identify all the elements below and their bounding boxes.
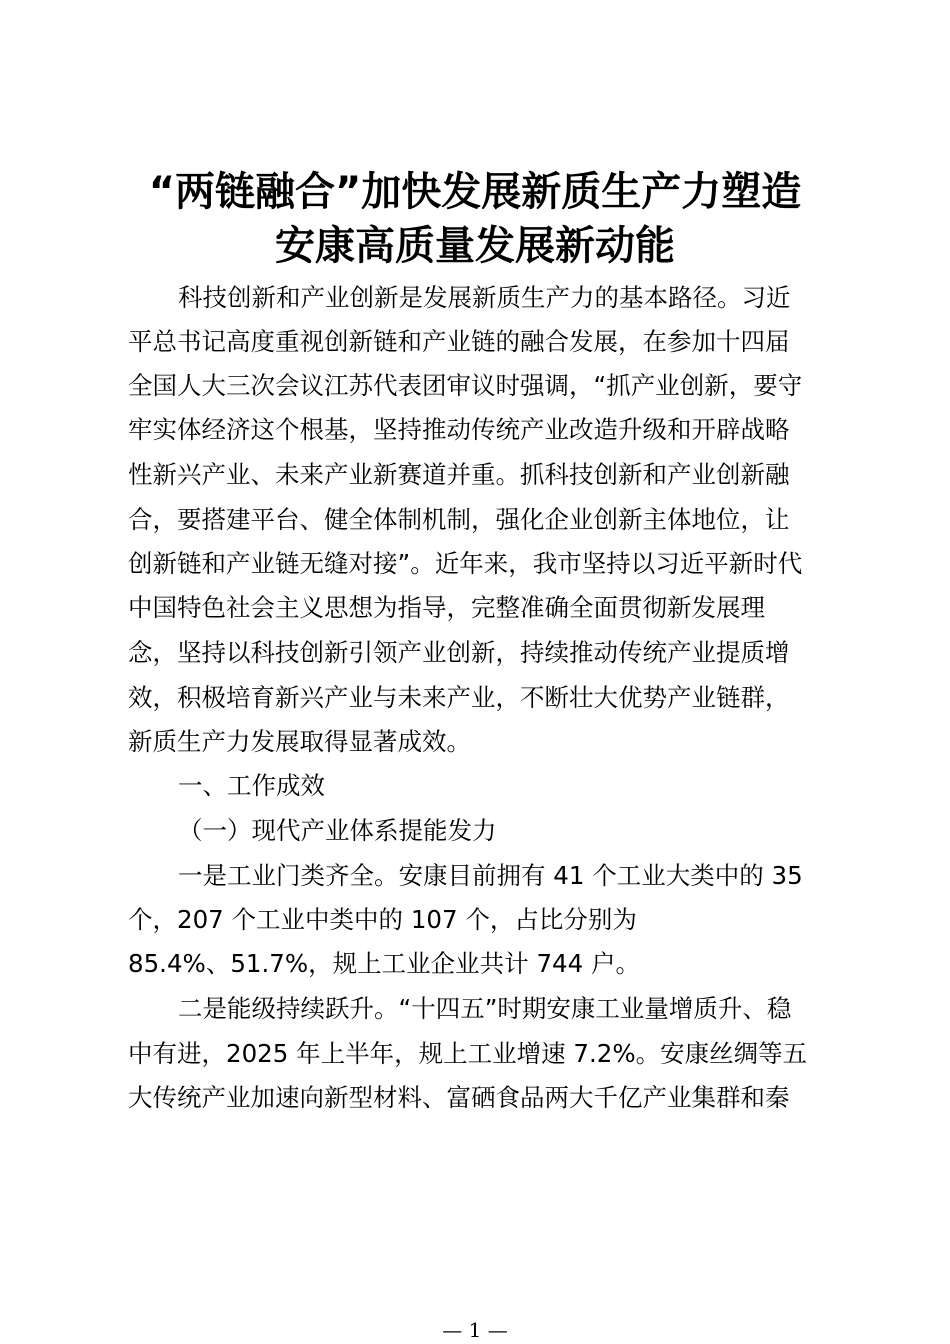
body-line-9: 念，坚持以科技创新引领产业创新，持续推动传统产业提质增 [128,638,790,667]
subsection-heading: （一）现代产业体系提能发力 [178,816,497,845]
body-line-3: 全国人大三次会议江苏代表团审议时强调，“抓产业创新，要守 [128,371,803,400]
body-line-19: 大传统产业加速向新型材料、富硒食品两大千亿产业集群和秦 [128,1083,790,1112]
body-line-16: 85.4%、51.7%，规上工业企业共计 744 户。 [128,949,640,978]
document-title-line-2: 安康高质量发展新动能 [275,223,675,269]
section-heading: 一、工作成效 [178,771,325,800]
body-line-18: 中有进，2025 年上半年，规上工业增速 7.2%。安康丝绸等五 [128,1039,808,1068]
body-line-5: 性新兴产业、未来产业新赛道并重。抓科技创新和产业创新融 [128,460,790,489]
body-line-11: 新质生产力发展取得显著成效。 [128,727,471,756]
body-line-4: 牢实体经济这个根基，坚持推动传统产业改造升级和开辟战略 [128,415,790,444]
document-title-line-1: “两链融合”加快发展新质生产力塑造 [148,169,802,215]
body-line-10: 效，积极培育新兴产业与未来产业，不断壮大优势产业链群， [128,683,790,712]
body-line-2: 平总书记高度重视创新链和产业链的融合发展，在参加十四届 [128,327,790,356]
body-line-8: 中国特色社会主义思想为指导，完整准确全面贯彻新发展理 [128,593,765,622]
page-number: — 1 — [442,1318,508,1342]
body-line-1: 科技创新和产业创新是发展新质生产力的基本路径。习近 [178,283,791,312]
body-line-6: 合，要搭建平台、健全体制机制，强化企业创新主体地位，让 [128,505,790,534]
body-line-15: 个，207 个工业中类中的 107 个，占比分别为 [128,905,637,934]
body-line-7: 创新链和产业链无缝对接”。近年来，我市坚持以习近平新时代 [128,549,803,578]
body-line-14: 一是工业门类齐全。安康目前拥有 41 个工业大类中的 35 [178,861,803,890]
body-line-17: 二是能级持续跃升。“十四五”时期安康工业量增质升、稳 [178,994,792,1023]
